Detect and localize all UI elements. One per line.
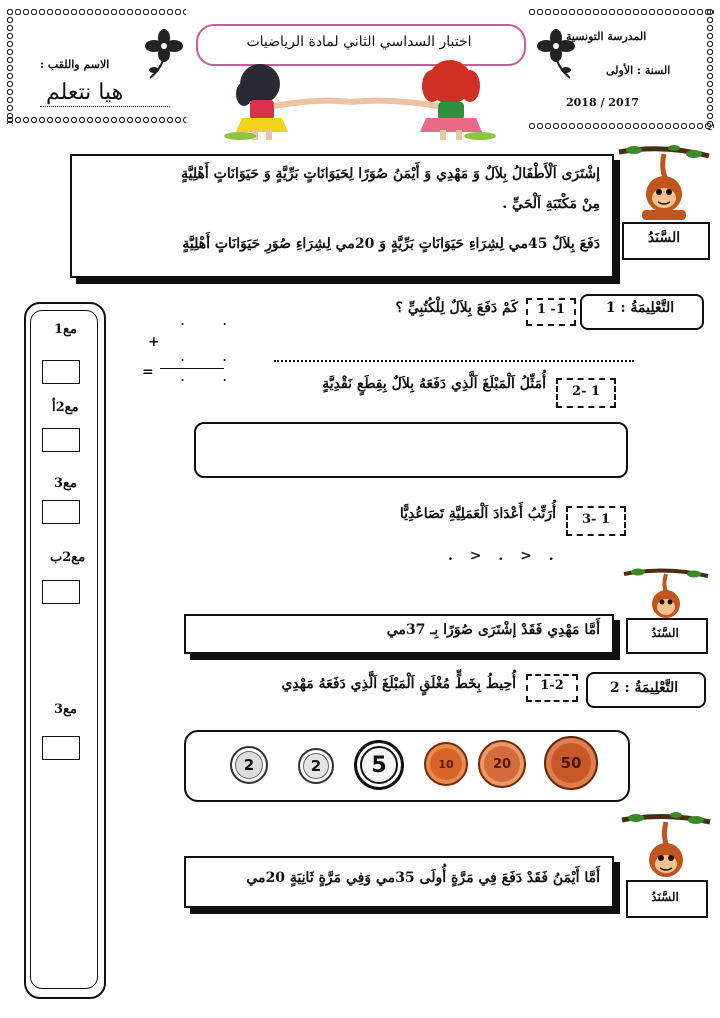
answer-dotted-line[interactable] [274, 360, 634, 362]
context2-text: أَمَّا مَهْدِي فَقَدْ إشْتَرَى صُوَرًا بِـ 37مي [386, 622, 600, 638]
order-pattern[interactable]: . > . > . [448, 548, 560, 564]
context3-label: السَّنَدُ [651, 890, 679, 904]
header-chain-bottom-left [6, 116, 186, 124]
task1-label: التَّعْلِيمَةُ : 1 [605, 300, 675, 316]
header-chain-top-left [6, 8, 186, 16]
flower-ornament-icon [140, 22, 188, 82]
task1-q2-number: 2- 1 [571, 384, 600, 399]
criterion-label: مع1 [54, 322, 77, 337]
coin-value: 2 [310, 757, 322, 775]
task2-label: التَّعْلِيمَةُ : 2 [609, 680, 679, 696]
coin-20-icon[interactable] [478, 740, 526, 788]
task1-q3-text: أُرَتِّبُ أَعْدَادَ اَلْعَمَلِيَّةِ تَصَاعُدِيًّا [399, 506, 556, 522]
plus-sign: + [148, 334, 160, 350]
context1-line3: دَفَعَ بِلاَلٌ 45مي لِشِرَاءِ حَيَوَانَاتٍ بَرِّيَّةٍ وَ 20مي لِشِرَاءِ صُوَرِ حَيَوَانَاتٍ أَهْلِيَّةٍ [182, 236, 600, 252]
coins-drawing-area[interactable] [194, 422, 628, 478]
coin-value: 50 [560, 754, 582, 772]
monkey-mascot-icon [614, 142, 714, 224]
task2-q-text: أُحِيطُ بِخَطٍّ مُغْلَقٍ اَلْمَبْلَغَ اَلَّذِي دَفَعَهُ مَهْدِي [281, 676, 516, 692]
criterion-answer-box[interactable] [42, 360, 80, 384]
context1-line2: مِنْ مَكْتَبَةِ اَلْحَيِّ . [502, 196, 600, 212]
coin-10-icon[interactable] [424, 742, 468, 786]
addition-result-dots: . . [180, 366, 244, 385]
coin-5-icon[interactable] [354, 740, 404, 790]
coin-value: 2 [243, 756, 255, 774]
criterion-label: مع3 [54, 476, 77, 491]
header-chain-bottom-right [528, 122, 714, 130]
criterion-answer-box[interactable] [42, 500, 80, 524]
task1-q1-number: 1 -1 [536, 302, 565, 317]
context1-line1: إشْتَرَى اَلْأَطْفَالُ بِلاَلٌ وَ مَهْدِي وَ أَيْمَنُ صُوَرًا لِحَيَوَانَاتٍ بَرِّيَّةٍ وَ حَيَوَانَاتٍ أَهْلِيَّةٍ [181, 166, 600, 182]
criterion-label: مع2أ [52, 400, 79, 415]
context1-label: السَّنَدُ [647, 230, 681, 246]
task2-q-number: 1-2 [540, 678, 564, 693]
coin-value: 10 [438, 757, 454, 771]
exam-title: اختبار السداسي الثاني لمادة الرياضيات [246, 34, 472, 50]
coin-value: 5 [371, 752, 387, 778]
criterion-label: مع3 [54, 702, 77, 717]
school-name: المدرسة التونسية [566, 30, 647, 43]
coin-2-icon[interactable] [298, 748, 334, 784]
header-chain-left-side [6, 8, 14, 124]
criterion-label: مع2ب [50, 550, 86, 565]
context2-label: السَّنَدُ [651, 626, 679, 640]
task1-q3-number: 3- 1 [581, 512, 610, 527]
equals-sign: = [142, 364, 154, 380]
name-label: الاسم واللقب : [40, 58, 110, 71]
name-underline [40, 106, 170, 107]
task1-q1-text: كَمْ دَفَعَ بِلاَلٌ لِلْكُتُبِيِّ ؟ [395, 300, 518, 316]
school-year: 2018 / 2017 [566, 96, 639, 109]
two-girls-illustration-icon [200, 58, 520, 140]
task1-q2-text: أُمَثِّلُ اَلْمَبْلَغَ اَلَّذِي دَفَعَهُ بِلاَلٌ بِقِطَعٍ نَقْدِيَّةٍ [322, 376, 546, 392]
addition-middle-dots: . . [180, 346, 244, 365]
monkey-mascot-icon [620, 566, 712, 626]
addition-top-dots: . . [180, 310, 244, 329]
criterion-answer-box[interactable] [42, 736, 80, 760]
criterion-answer-box[interactable] [42, 428, 80, 452]
coin-50-icon[interactable] [544, 736, 598, 790]
context3-text: أَمَّا أَيْمَنُ فَقَدْ دَفَعَ فِي مَرَّةٍ أُولَى 35مي وَفِي مَرَّةٍ ثَانِيَةٍ 20مي [246, 870, 600, 886]
header-chain-right-side [706, 8, 714, 130]
header-chain-top-right [528, 8, 714, 16]
criterion-answer-box[interactable] [42, 580, 80, 604]
handwritten-name: هيا نتعلم [46, 80, 124, 105]
coin-2-icon[interactable] [230, 746, 268, 784]
coin-value: 20 [492, 756, 512, 772]
grade-label: السنة : الأولى [606, 64, 671, 77]
